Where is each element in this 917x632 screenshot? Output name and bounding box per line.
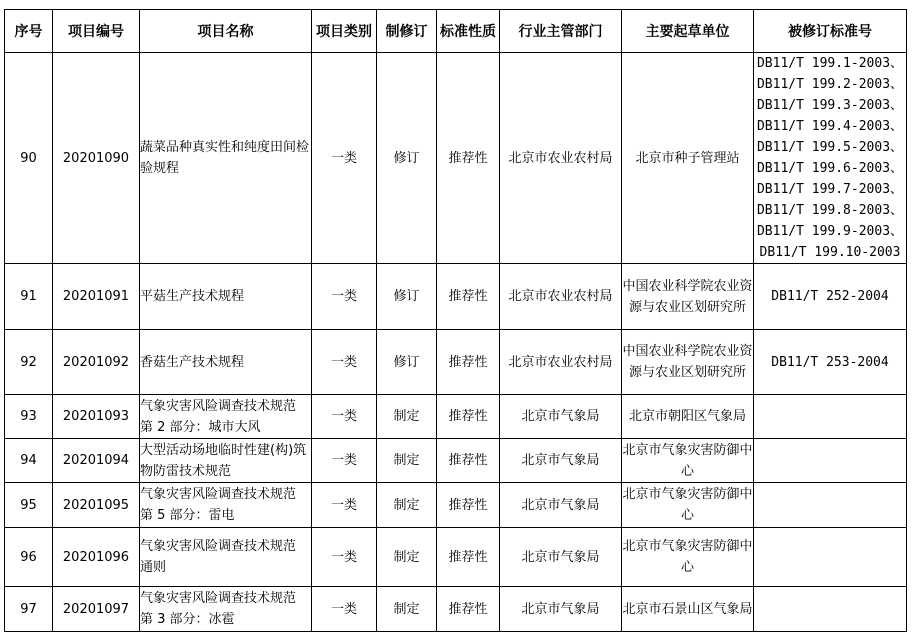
table-row: [5, 330, 907, 395]
cell-drafter: 北京市气象灾害防御中心: [622, 439, 754, 483]
cell-nature: 推荐性: [437, 264, 500, 330]
cell-std: DB11/T 199.1-2003、 DB11/T 199.2-2003、 DB11/T 199.3-2003、 DB11/T 199.4-2003、 DB11/T 199.5-2003、 DB11/T 199.6-2003、 DB11/T 199.7-2003、 DB11/T 199.8-2003、 DB11/T 199.9-2003、 DB11/T 199.10-2003: [754, 53, 907, 264]
cell-nature: 推荐性: [437, 330, 500, 395]
cell-nature: 推荐性: [437, 587, 500, 632]
cell-name: 气象灾害风险调查技术规范 第 5 部分：雷电: [140, 483, 312, 528]
table-row: [5, 53, 907, 264]
cell-std: [754, 483, 907, 528]
cell-dept: 北京市农业农村局: [500, 264, 622, 330]
cell-name: 蔬菜品种真实性和纯度田间检验规程: [140, 53, 312, 264]
header-name: 项目名称: [140, 10, 312, 53]
table-row: [5, 264, 907, 330]
cell-dept: 北京市农业农村局: [500, 53, 622, 264]
cell-code: 20201090: [53, 53, 140, 264]
cell-category: 一类: [312, 395, 377, 439]
cell-std: [754, 587, 907, 632]
header-revision: 制修订: [377, 10, 437, 53]
cell-drafter: 中国农业科学院农业资源与农业区划研究所: [622, 330, 754, 395]
cell-code: 20201096: [53, 528, 140, 587]
cell-nature: 推荐性: [437, 395, 500, 439]
table-row: [5, 528, 907, 587]
table-row: [5, 439, 907, 483]
header-dept: 行业主管部门: [500, 10, 622, 53]
cell-nature: 推荐性: [437, 439, 500, 483]
cell-std: [754, 528, 907, 587]
header-seq: 序号: [5, 10, 53, 53]
header-row: [5, 10, 907, 53]
header-std: 被修订标准号: [754, 10, 907, 53]
cell-seq: 97: [5, 587, 53, 632]
cell-dept: 北京市气象局: [500, 483, 622, 528]
cell-code: 20201093: [53, 395, 140, 439]
header-category: 项目类别: [312, 10, 377, 53]
cell-dept: 北京市气象局: [500, 587, 622, 632]
table-row: [5, 395, 907, 439]
cell-category: 一类: [312, 587, 377, 632]
cell-revision: 制定: [377, 587, 437, 632]
cell-seq: 94: [5, 439, 53, 483]
cell-seq: 96: [5, 528, 53, 587]
cell-revision: 修订: [377, 330, 437, 395]
cell-code: 20201097: [53, 587, 140, 632]
cell-code: 20201095: [53, 483, 140, 528]
cell-nature: 推荐性: [437, 53, 500, 264]
cell-code: 20201094: [53, 439, 140, 483]
cell-dept: 北京市气象局: [500, 439, 622, 483]
table-row: [5, 483, 907, 528]
cell-nature: 推荐性: [437, 528, 500, 587]
cell-name: 大型活动场地临时性建(构)筑物防雷技术规范: [140, 439, 312, 483]
cell-code: 20201091: [53, 264, 140, 330]
cell-seq: 91: [5, 264, 53, 330]
cell-drafter: 北京市石景山区气象局: [622, 587, 754, 632]
cell-seq: 93: [5, 395, 53, 439]
header-nature: 标准性质: [437, 10, 500, 53]
cell-revision: 修订: [377, 53, 437, 264]
cell-name: 香菇生产技术规程: [140, 330, 312, 395]
header-code: 项目编号: [53, 10, 140, 53]
cell-category: 一类: [312, 53, 377, 264]
cell-category: 一类: [312, 483, 377, 528]
cell-std: DB11/T 252-2004: [754, 264, 907, 330]
cell-std: [754, 439, 907, 483]
cell-revision: 制定: [377, 439, 437, 483]
cell-drafter: 中国农业科学院农业资源与农业区划研究所: [622, 264, 754, 330]
cell-seq: 92: [5, 330, 53, 395]
cell-std: DB11/T 253-2004: [754, 330, 907, 395]
cell-drafter: 北京市气象灾害防御中心: [622, 483, 754, 528]
cell-dept: 北京市气象局: [500, 395, 622, 439]
cell-name: 气象灾害风险调查技术规范 通则: [140, 528, 312, 587]
header-drafter: 主要起草单位: [622, 10, 754, 53]
cell-seq: 95: [5, 483, 53, 528]
cell-drafter: 北京市气象灾害防御中心: [622, 528, 754, 587]
cell-category: 一类: [312, 439, 377, 483]
cell-name: 气象灾害风险调查技术规范 第 2 部分：城市大风: [140, 395, 312, 439]
table-row: [5, 587, 907, 632]
cell-revision: 制定: [377, 395, 437, 439]
cell-dept: 北京市气象局: [500, 528, 622, 587]
cell-drafter: 北京市种子管理站: [622, 53, 754, 264]
cell-nature: 推荐性: [437, 483, 500, 528]
cell-revision: 修订: [377, 264, 437, 330]
cell-seq: 90: [5, 53, 53, 264]
cell-revision: 制定: [377, 483, 437, 528]
cell-code: 20201092: [53, 330, 140, 395]
cell-revision: 制定: [377, 528, 437, 587]
cell-category: 一类: [312, 330, 377, 395]
cell-std: [754, 395, 907, 439]
cell-name: 气象灾害风险调查技术规范 第 3 部分：冰雹: [140, 587, 312, 632]
cell-category: 一类: [312, 264, 377, 330]
cell-drafter: 北京市朝阳区气象局: [622, 395, 754, 439]
cell-name: 平菇生产技术规程: [140, 264, 312, 330]
standards-table: [4, 9, 907, 632]
cell-dept: 北京市农业农村局: [500, 330, 622, 395]
cell-category: 一类: [312, 528, 377, 587]
